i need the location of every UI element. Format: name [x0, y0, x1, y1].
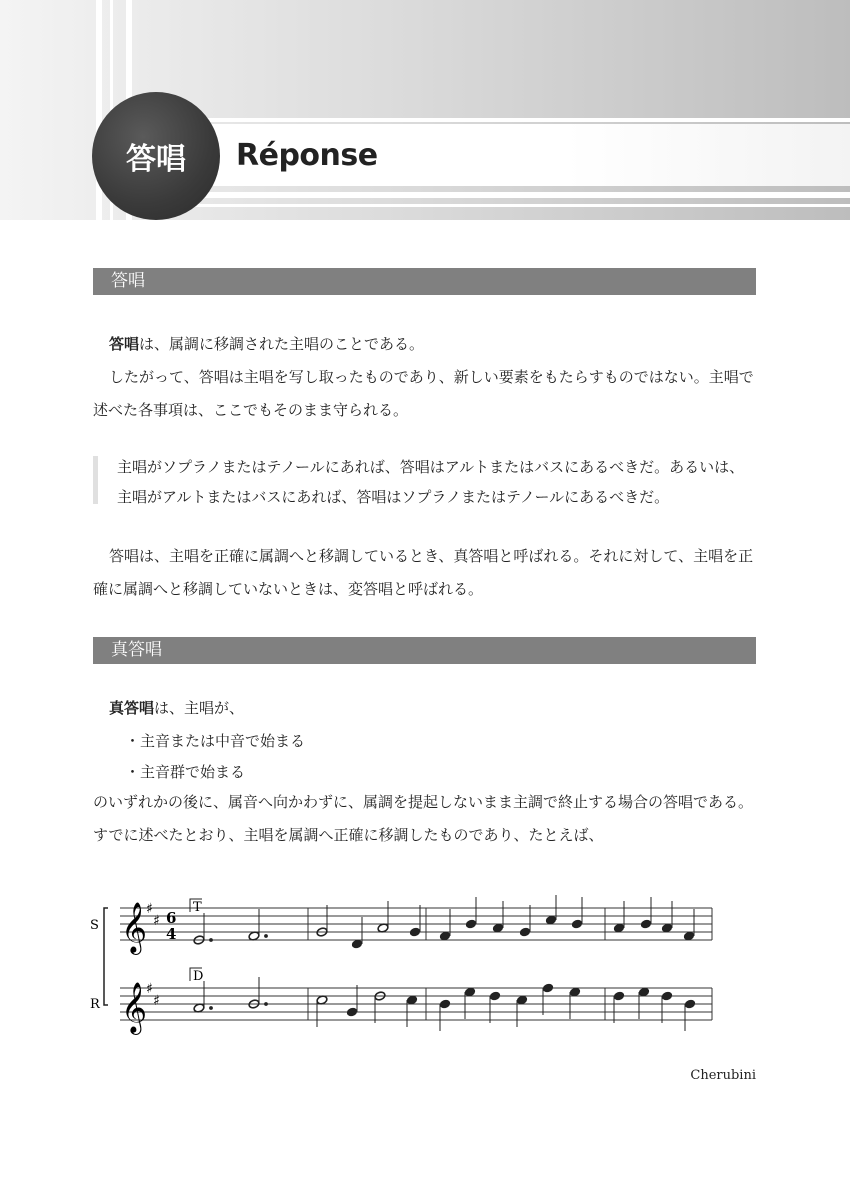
staff-label-s: S	[90, 918, 99, 933]
notes-soprano	[193, 895, 695, 949]
barlines	[308, 908, 712, 1020]
term: 真答唱	[109, 699, 155, 717]
paragraph-text: は、属調に移調された主唱のことである。	[139, 335, 425, 353]
header-hstripe	[140, 192, 850, 198]
chapter-badge-text: 答唱	[126, 142, 186, 177]
section-heading: 真答唱	[93, 637, 756, 664]
bullet-item: ・主音または中音で始まる	[125, 732, 306, 750]
quote-text: 主唱がソプラノまたはテノールにあれば、答唱はアルトまたはバスにあるべきだ。あるいは、主唱がアルトまたはバスにあれば、答唱はソプラノまたはテノールにあるべきだ。	[117, 458, 745, 506]
music-score	[90, 895, 730, 1045]
chapter-badge	[92, 92, 220, 220]
treble-clef-icon: 𝄞	[121, 902, 148, 953]
treble-clef-icon: 𝄞	[121, 982, 148, 1033]
svg-text:6: 6	[166, 909, 177, 927]
svg-text:4: 4	[166, 925, 177, 943]
key-signature	[146, 901, 160, 1009]
answer-marker: D	[193, 969, 204, 984]
subject-marker: T	[193, 900, 202, 915]
staff-response	[120, 988, 712, 1020]
paragraph: したがって、答唱は主唱を写し取ったものであり、新しい要素をもたらすものではない。主唱で述べた各事項は、ここでもそのまま守られる。	[93, 368, 754, 419]
composer-credit: Cherubini	[690, 1068, 756, 1083]
system-bracket	[104, 908, 108, 1005]
section-heading: 答唱	[93, 268, 756, 295]
header-hstripe	[140, 118, 850, 122]
paragraph: のいずれかの後に、属音へ向かわずに、属調を提起しないまま主調で終止する場合の答唱である。すでに述べたとおり、主唱を属調へ正確に移調したものであり、たとえば、	[93, 793, 754, 844]
quote-bar	[93, 456, 98, 504]
svg-text:♯: ♯	[153, 913, 160, 929]
paragraph	[93, 328, 758, 361]
paragraph-text: は、主唱が、	[154, 699, 245, 717]
term: 答唱	[109, 335, 140, 353]
svg-text:♯: ♯	[153, 993, 160, 1009]
page-title: Réponse	[236, 138, 378, 173]
header-hstripe	[140, 204, 850, 207]
staff-label-r: R	[90, 997, 100, 1012]
paragraph	[93, 692, 758, 725]
quote-block	[93, 452, 758, 508]
paragraph: 答唱は、主唱を正確に属調へと移調しているとき、真答唱と呼ばれる。それに対して、主唱を正確に属調へと移調していないときは、変答唱と呼ばれる。	[93, 547, 754, 598]
bullet-item: ・主音群で始まる	[125, 763, 246, 781]
time-signature	[166, 909, 176, 943]
svg-text:♯: ♯	[146, 981, 153, 997]
svg-text:♯: ♯	[146, 901, 153, 917]
